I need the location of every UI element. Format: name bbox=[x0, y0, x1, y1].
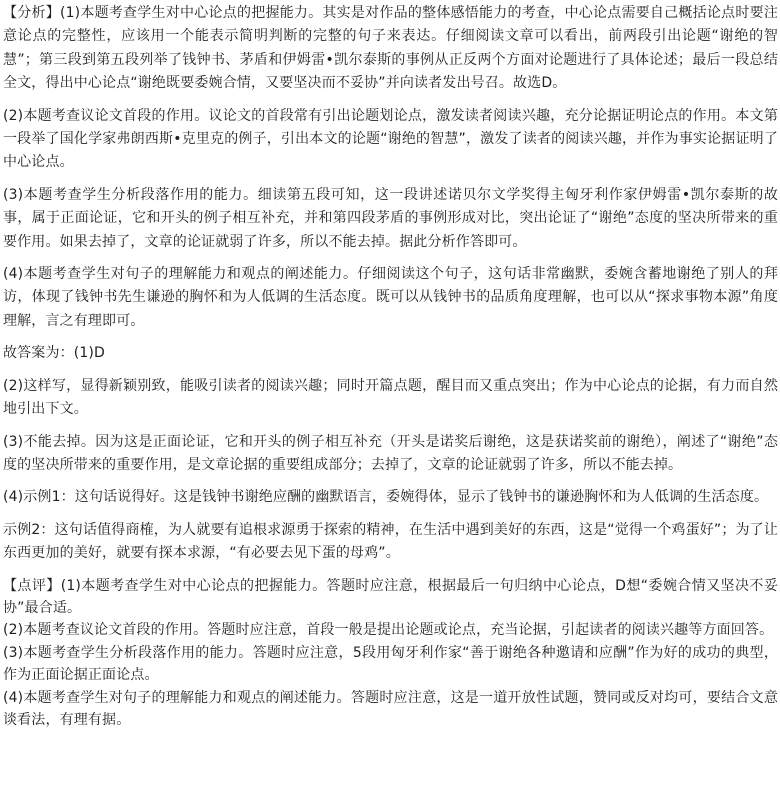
analysis-paragraph-4: (4)本题考查学生对句子的理解能力和观点的阐述能力。仔细阅读这个句子，这句话非常幽默，委婉含蓄地谢绝了别人的拜访，体现了钱钟书先生谦逊的胸怀和为人低调的生活态度。既可以从钱钟书的品质角度理解，也可以从“探求事物本源”角度理解，言之有理即可。 bbox=[3, 266, 778, 329]
analysis-paragraph-2: (2)本题考查议论文首段的作用。议论文的首段常有引出论题划论点，激发读者阅读兴趣，充分论据证明论点的作用。本文第一段举了国化学家弗朗西斯•克里克的例子，引出本文的论题“谢绝的智慧”，激发了读者的阅读兴趣，并作为事实论据证明了中心论点。 bbox=[3, 107, 778, 171]
comment-paragraph-3: (3)本题考查学生分析段落作用的能力。答题时应注意，5段用匈牙利作家“善于谢绝各种邀请和应酬”作为好的成功的典型，作为正面论据正面论点。 bbox=[3, 644, 778, 684]
answer-paragraph-3: (3)不能去掉。因为这是正面论证，它和开头的例子相互补充（开头是诺奖后谢绝，这是获诺奖前的谢绝），阐述了“谢绝”态度的坚决所带来的重要作用，是文章论据的重要组成部分；去掉了，文章的论证就弱了许多，所以不能去掉。 bbox=[3, 433, 778, 473]
comment-paragraph-1: 【点评】(1)本题考查学生对中心论点的把握能力。答题时应注意，根据最后一句归纳中心论点，D想“委婉合情又坚决不妥协”最合适。 bbox=[3, 577, 778, 616]
answer-paragraph-2: (2)这样写，显得新颖别致，能吸引读者的阅读兴趣；同时开篇点题，醒目而又重点突出；作为中心论点的论据，有力而自然地引出下文。 bbox=[3, 377, 778, 418]
comment-paragraph-4: (4)本题考查学生对句子的理解能力和观点的阐述能力。答题时应注意，这是一道开放性试题，赞同或反对均可，要结合文意谈看法，有理有据。 bbox=[3, 689, 778, 728]
answer-paragraph-5: 示例2：这句话值得商榷，为人就要有追根求源勇于探索的精神，在生活中遇到美好的东西，这是“觉得一个鸡蛋好”；为了让东西更加的美好，就要有探本求源，“有必要去见下蛋的母鸡”。 bbox=[3, 521, 778, 562]
answer-line-1: 故答案为：(1)D bbox=[3, 345, 105, 362]
comment-paragraph-2: (2)本题考查议论文首段的作用。答题时应注意，首段一般是提出论题或论点，充当论据，引起读者的阅读兴趣等方面回答。 bbox=[3, 622, 774, 639]
analysis-paragraph-3: (3)本题考查学生分析段落作用的能力。细读第五段可知，这一段讲述诺贝尔文学奖得主匈牙利作家伊姆雷•凯尔泰斯的故事，属于正面论证，它和开头的例子相互补充，并和第四段茅盾的事例形成对比，突出论证了“谢绝”态度的坚决所带来的重要作用。如果去掉了，文章的论证就弱了许多，所以不能去掉。据此分析作答即可。 bbox=[3, 186, 778, 250]
analysis-paragraph-1: 【分析】(1)本题考查学生对中心论点的把握能力。其实是对作品的整体感悟能力的考查，中心论点需要自己概括论点时要注意论点的完整性，应该用一个能表示简明判断的完整的句子来表达。仔细阅读文章可以看出，前两段引出论题“谢绝的智慧”；第三段到第五段列举了钱钟书、茅盾和伊姆雷•凯尔泰斯的事例从正反两个方面对论题进行了具体论述；最后一段总结全文，得出中心论点“谢绝既要委婉合情，又要坚决而不妥协”并向读者发出号召。故选D。 bbox=[3, 5, 778, 92]
answer-paragraph-4: (4)示例1：这句话说得好。这是钱钟书谢绝应酬的幽默语言，委婉得体，显示了钱钟书的谦逊胸怀和为人低调的生活态度。 bbox=[3, 489, 769, 506]
